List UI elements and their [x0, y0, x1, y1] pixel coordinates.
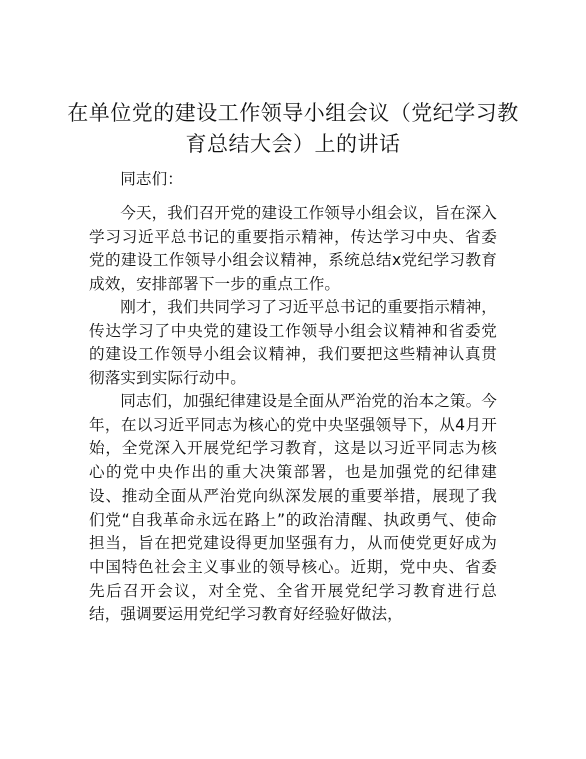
paragraph-2 [89, 296, 497, 391]
greeting [89, 168, 497, 192]
greeting-text: 同志们： [120, 170, 183, 188]
paragraph-3-text: 同志们，加强纪律建设是全面从严治党的治本之策。今年，在以习近平同志为核心的党中央坚强领导下，从4月开始，全党深入开展党纪学习教育，这是以习近平同志为核心的党中央作出的重大决策部署，也是加强党的纪律建设、推动全面从严治党向纵深发展的重要举措，展现了我们党“自我革命永远在路上”的政治清醒、执政勇气、使命担当，旨在把党建设得更加坚强有力，从而使党更好成为中国特色社会主义事业的领导核心。近期，党中央、省委先后召开会议，对全党、全省开展党纪学习教育进行总结，强调要运用党纪学习教育好经验好做法， [89, 392, 497, 624]
paragraph-2-text: 刚才，我们共同学习了习近平总书记的重要指示精神，传达学习了中央党的建设工作领导小组会议精神和省委党的建设工作领导小组会议精神，我们要把这些精神认真贯彻落实到实际行动中。 [89, 298, 497, 388]
paragraph-1-text: 今天，我们召开党的建设工作领导小组会议，旨在深入学习习近平总书记的重要指示精神，传达学习中央、省委党的建设工作领导小组会议精神，系统总结x党纪学习教育成效，安排部署下一步的重点工作。 [89, 204, 497, 294]
document-title: 在单位党的建设工作领导小组会议（党纪学习教育总结大会）上的讲话 [67, 101, 519, 156]
paragraph-1 [89, 202, 497, 297]
paragraph-3 [89, 390, 497, 627]
